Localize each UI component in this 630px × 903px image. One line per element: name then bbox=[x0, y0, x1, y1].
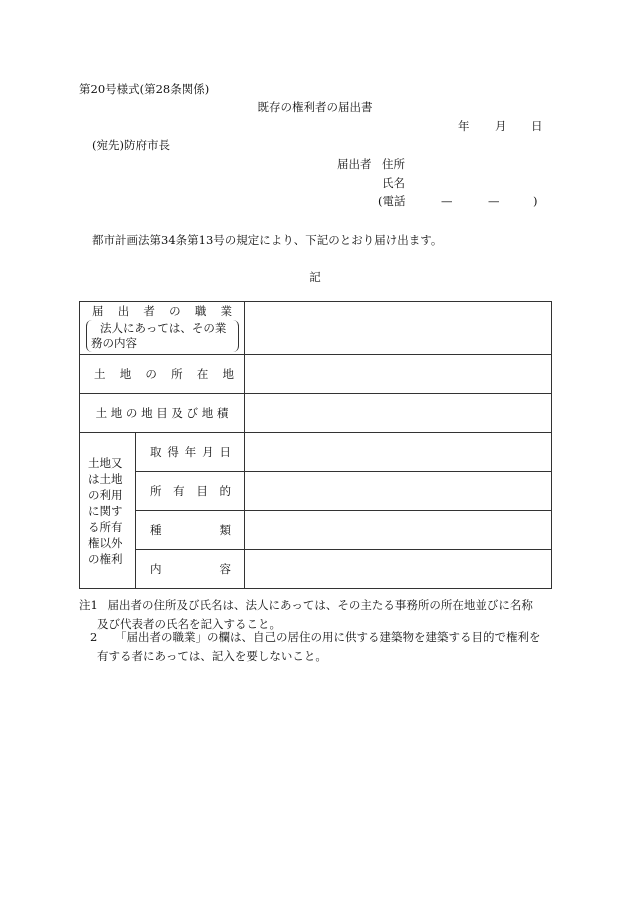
name-label: 氏名 bbox=[382, 176, 405, 190]
content-value-cell[interactable] bbox=[245, 550, 552, 589]
rights-group-label: 土地又 は土地 の利用 に関す る所有 権以外 の権利 bbox=[80, 433, 136, 589]
land-category-value-cell[interactable] bbox=[245, 394, 552, 433]
phone-label: (電話 bbox=[378, 194, 406, 208]
land-location-label: 土 地 の 所 在 地 bbox=[80, 355, 245, 394]
land-category-label: 土 地 の 地 目 及 び 地 積 bbox=[80, 394, 245, 433]
statement: 都市計画法第34条第13号の規定により、下記のとおり届け出ます。 bbox=[92, 233, 443, 247]
kind-value-cell[interactable] bbox=[245, 511, 552, 550]
note-1-label: 注1 bbox=[79, 598, 98, 612]
land-location-value-cell[interactable] bbox=[245, 355, 552, 394]
note-1-line1: 届出者の住所及び氏名は、法人にあっては、その主たる事務所の所在地並びに名称 bbox=[107, 598, 533, 612]
ownership-purpose-value-cell[interactable] bbox=[245, 472, 552, 511]
date-year-label: 年 bbox=[458, 119, 470, 133]
date-day-label: 日 bbox=[531, 119, 543, 133]
addressee: (宛先)防府市長 bbox=[92, 138, 170, 152]
notification-table bbox=[79, 301, 552, 589]
occupation-label: 届 出 者 の 職 業 bbox=[92, 304, 233, 318]
note-1-line2: 及び代表者の氏名を記入すること。 bbox=[97, 617, 281, 631]
date-month-label: 月 bbox=[495, 119, 507, 133]
document-title: 既存の権利者の届出書 bbox=[257, 100, 373, 114]
phone-line bbox=[378, 194, 538, 208]
occupation-note: 法人にあっては、その業 務の内容 bbox=[86, 320, 239, 352]
acquisition-date-label: 取 得 年 月 日 bbox=[136, 433, 245, 472]
note-1 bbox=[79, 598, 533, 612]
applicant-label: 届出者 bbox=[337, 157, 372, 171]
note-2 bbox=[90, 630, 540, 644]
kind-label: 種 類 bbox=[136, 511, 245, 550]
note-2-label: 2 bbox=[90, 630, 98, 644]
note-2-line2: 有する者にあっては、記入を要しないこと。 bbox=[97, 649, 327, 663]
ownership-purpose-label: 所 有 目 的 bbox=[136, 472, 245, 511]
form-number: 第20号様式(第28条関係) bbox=[79, 82, 210, 96]
occupation-label-cell bbox=[80, 302, 245, 355]
phone-close-paren: ) bbox=[533, 194, 538, 208]
address-label: 住所 bbox=[382, 157, 405, 171]
occupation-value-cell[interactable] bbox=[245, 302, 552, 355]
ki-heading: 記 bbox=[309, 270, 321, 284]
note-2-line1: 「届出者の職業」の欄は、自己の居住の用に供する建築物を建築する目的で権利を bbox=[114, 630, 541, 644]
acquisition-date-value-cell[interactable] bbox=[245, 433, 552, 472]
content-label: 内 容 bbox=[136, 550, 245, 589]
phone-dash-1: — bbox=[441, 194, 453, 208]
phone-dash-2: — bbox=[488, 194, 500, 208]
